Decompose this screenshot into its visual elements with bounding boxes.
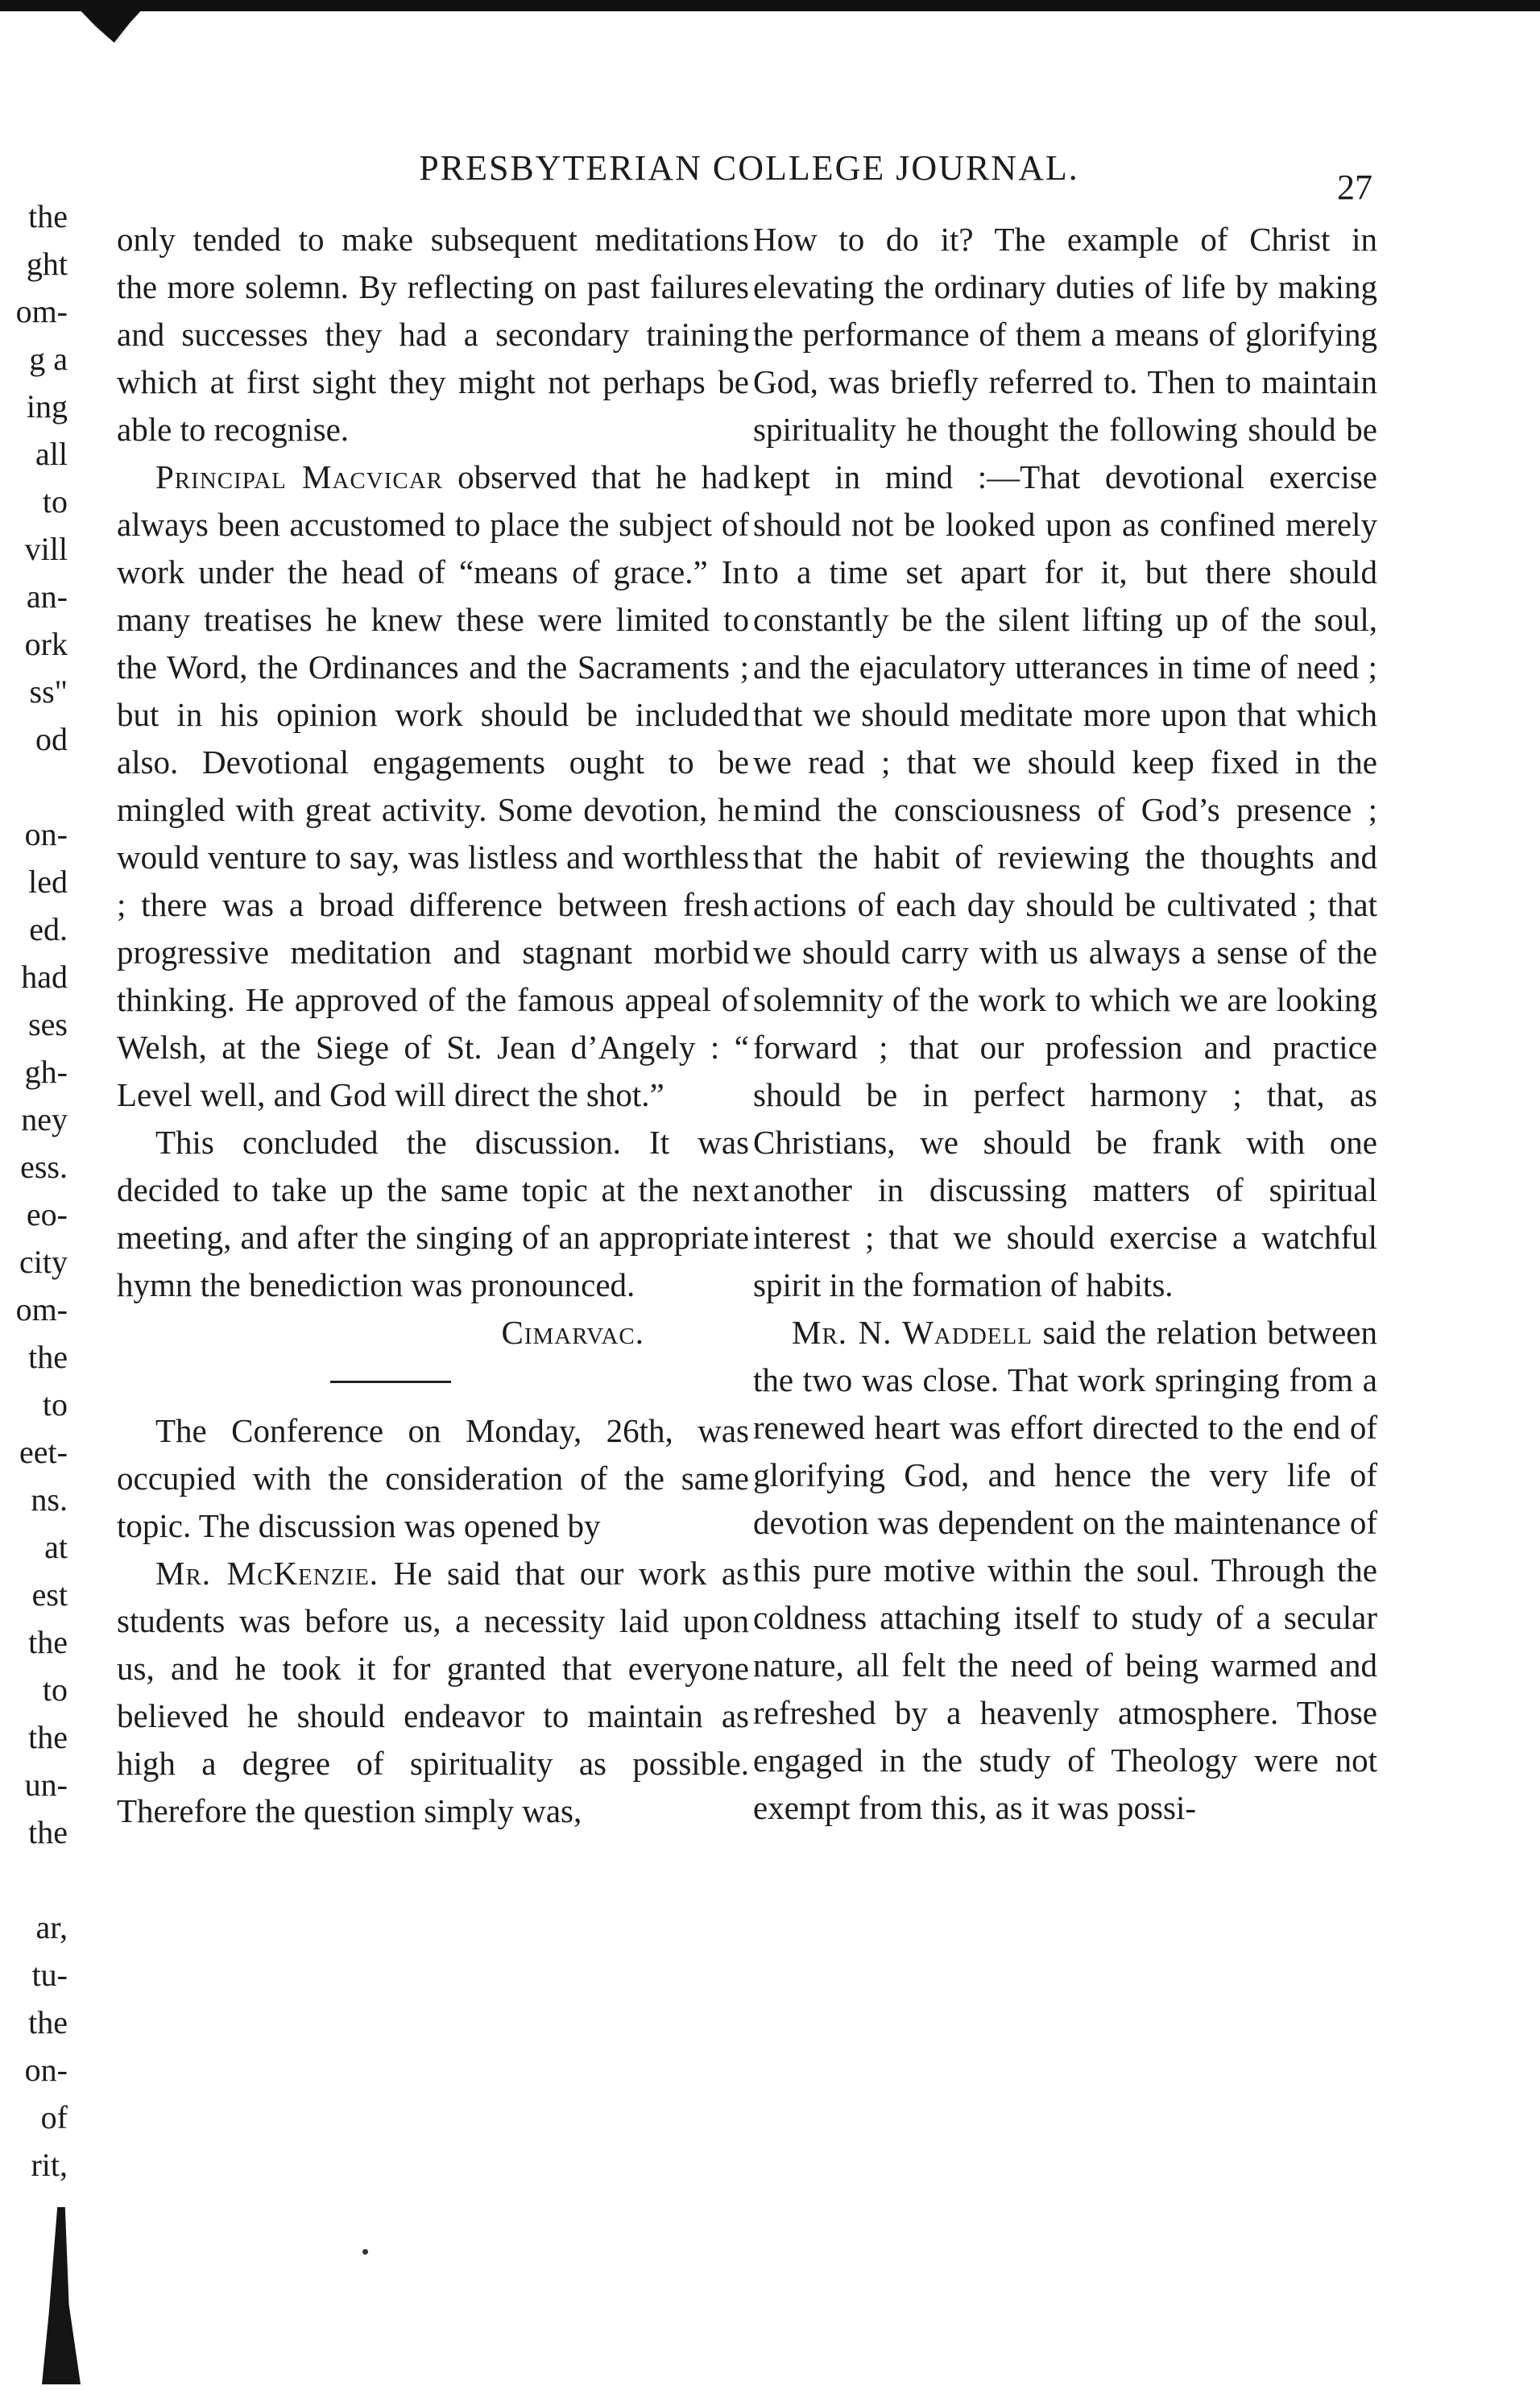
edge-fragment: ses <box>28 1006 68 1042</box>
edge-fragment: the <box>28 198 68 234</box>
edge-fragment: ns. <box>31 1481 68 1518</box>
speaker-name: Mr. N. Waddell <box>792 1314 1033 1351</box>
edge-fragment: om- <box>15 1291 68 1328</box>
scan-binding-shadow <box>42 2207 81 2384</box>
edge-fragment: ork <box>24 626 68 662</box>
edge-fragment: est <box>31 1576 68 1613</box>
edge-fragment: of <box>40 2099 68 2135</box>
paragraph <box>753 1309 1377 1832</box>
scan-top-edge <box>0 0 1540 11</box>
edge-fragment: ss" <box>29 673 68 710</box>
edge-fragment: the <box>28 1719 68 1755</box>
edge-fragment: on- <box>24 816 68 852</box>
edge-fragment: vill <box>24 531 68 567</box>
edge-fragment: the <box>28 2004 68 2040</box>
paragraph-text: said the relation between the two was close. That work springing from a renewed heart was effort directed to the end of glorifying God, and hence the very life of devotion was dependent on the maintenance of this pure motive within the soul. Through the coldness attaching itself to study of a secular nature, all felt the need of being warmed and refreshed by a heavenly atmosphere. Those engaged in the study of Theology were not exempt from this, as it was possi- <box>753 1314 1377 1826</box>
page-number: 27 <box>1337 168 1372 207</box>
edge-fragment: all <box>35 436 68 472</box>
edge-fragment: om- <box>15 293 68 329</box>
text-column-left <box>117 216 749 1835</box>
edge-fragment: the <box>28 1339 68 1375</box>
edge-fragment: ed. <box>29 911 68 947</box>
edge-fragment: tu- <box>31 1957 68 1993</box>
edge-fragment: ess. <box>20 1149 68 1185</box>
edge-fragment: gh- <box>24 1054 68 1090</box>
edge-fragment: the <box>28 1624 68 1660</box>
edge-fragment: the <box>28 1814 68 1850</box>
edge-fragment: an- <box>26 578 68 615</box>
paragraph-text: observed that he had always been accustomed to place the subject of work under the head of “means of grace.” In many treatises he knew these were limited to the Word, the Ordinances and the Sacraments ; but in his opinion work should be included also. Devotional engagements ought to be mingled with great activity. Some devotion, he would venture to say, was listless and worthless ; there was a broad difference between fresh progressive meditation and stagnant morbid thinking. He approved of the famous appeal of Welsh, at the Siege of St. Jean d’Angely : “ Level well, and God will direct the shot.” <box>117 458 749 1113</box>
scan-ink-blot <box>77 6 145 43</box>
paragraph-text: He said that our work as students was before us, a necessity laid upon us, and he took it for granted that everyone believed he should endeavor to maintain as high a degree of spirituality as possible. Therefore the question simply was, <box>117 1555 749 1829</box>
ink-speck <box>362 2249 368 2255</box>
paragraph <box>117 454 749 1119</box>
edge-fragment: od <box>35 721 68 757</box>
speaker-name: Principal Macvicar <box>155 458 443 495</box>
edge-fragment: ing <box>26 388 68 425</box>
edge-fragment: eo- <box>26 1196 68 1232</box>
paragraph: The Conference on Monday, 26th, was occupied with the consideration of the same topic. The discussion was opened by <box>117 1412 749 1544</box>
edge-fragment: g a <box>29 341 68 377</box>
edge-fragment: led <box>28 864 68 900</box>
paragraph: This concluded the discussion. It was decided to take up the same topic at the next meeting, and after the singing of an appropriate hymn the benediction was pronounced. <box>117 1124 749 1303</box>
speaker-name: Mr. McKenzie. <box>155 1555 379 1592</box>
edge-fragment: on- <box>24 2052 68 2088</box>
paragraph: only tended to make subsequent meditations the more solemn. By reflecting on past failures and successes they had a secondary training which at first sight they might not perhaps be able to recognise. <box>117 221 749 448</box>
edge-fragment: ght <box>26 246 68 282</box>
edge-fragment: city <box>19 1244 68 1280</box>
text-column-right <box>753 216 1377 1832</box>
edge-fragment: to <box>42 1386 68 1423</box>
edge-fragment: ney <box>21 1101 68 1137</box>
paragraph: How to do it? The example of Christ in elevating the ordinary duties of life by making the performance of them a means of glorifying God, was briefly referred to. Then to maintain spirituality he thought the following should be kept in mind :—That devotional exercise should not be looked upon as confined merely to a time set apart for it, but there should constantly be the silent lifting up of the soul, and the ejaculatory utterances in time of need ; that we should meditate more upon that which we read ; that we should keep fixed in the mind the consciousness of God’s presence ; that the habit of reviewing the thoughts and actions of each day should be cultivated ; that we should carry with us always a sense of the solemnity of the work to which we are looking forward ; that our profession and practice should be in perfect harmony ; that, as Christians, we should be frank with one another in discussing matters of spiritual interest ; that we should exercise a watchful spirit in the formation of habits. <box>753 221 1377 1303</box>
edge-fragment: ar, <box>35 1909 68 1945</box>
section-divider <box>330 1381 451 1383</box>
edge-fragment: rit, <box>31 2147 68 2183</box>
edge-fragment: eet- <box>19 1434 68 1470</box>
paragraph <box>117 1550 749 1835</box>
edge-fragment: to <box>42 1671 68 1708</box>
edge-fragment: at <box>44 1529 68 1565</box>
author-signature: Cimarvac. <box>501 1314 644 1351</box>
edge-fragment: had <box>21 959 68 995</box>
edge-fragment: un- <box>24 1767 68 1803</box>
edge-fragment: to <box>42 483 68 520</box>
running-title: PRESBYTERIAN COLLEGE JOURNAL. <box>419 148 1079 188</box>
